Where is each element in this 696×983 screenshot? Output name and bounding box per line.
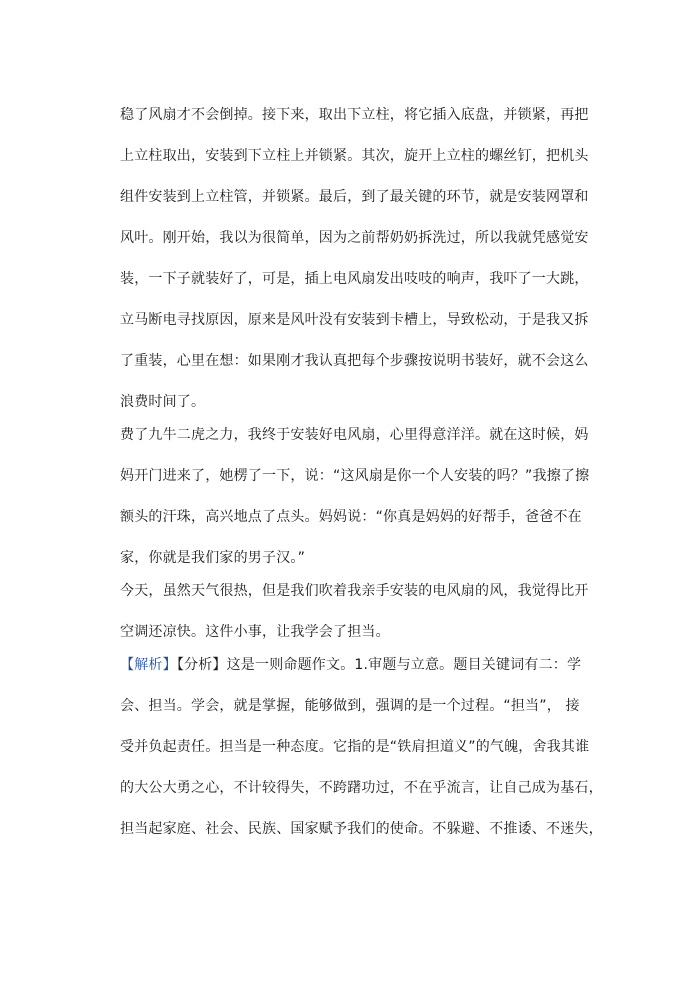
text-line: 稳了风扇才不会倒掉。接下来，取出下立柱，将它插入底盘，并锁紧，再把 <box>120 107 589 123</box>
text-line: 风叶。刚开始，我以为很简单，因为之前帮奶奶拆洗过，所以我就凭感觉安 <box>120 230 589 246</box>
text-line: 浪费时间了。 <box>120 394 206 410</box>
text-line: 立马断电寻找原因，原来是风叶没有安装到卡槽上，导致松动，于是我又拆 <box>120 312 589 328</box>
analysis-first-line <box>120 655 584 675</box>
text-line: 妈开门进来了，她楞了一下，说：“这风扇是你一个人安装的吗？”我擦了擦 <box>120 468 590 484</box>
text-line: 家，你就是我们家的男子汉。” <box>120 550 306 566</box>
text-line: 今天，虽然天气很热，但是我们吹着我亲手安装的电风扇的风，我觉得比开 <box>120 583 589 599</box>
text-line: 费了九牛二虎之力，我终于安装好电风扇，心里得意洋洋。就在这时候，妈 <box>120 427 589 443</box>
text-line: 装，一下子就装好了，可是，插上电风扇发出吱吱的响声，我吓了一大跳， <box>120 271 589 287</box>
text-line: 会、担当。学会，就是掌握，能够做到，强调的是一个过程。“担当”， 接 <box>120 698 580 714</box>
text-line: 额头的汗珠，高兴地点了点头。妈妈说：“你真是妈妈的好帮手，爸爸不在 <box>120 509 582 525</box>
text-line: 担当起家庭、社会、民族、国家赋予我们的使命。不躲避、不推诿、不迷失， <box>120 821 603 837</box>
text-line: 了重装，心里在想：如果刚才我认真把每个步骤按说明书装好，就不会这么 <box>120 353 589 369</box>
text-line: 的大公大勇之心，不计较得失，不跨躇功过，不在乎流言，让自己成为基石， <box>120 780 603 796</box>
text-line: 受并负起责任。担当是一种态度。它指的是“铁肩担道义”的气魄，舍我其谁 <box>120 739 590 755</box>
analysis-text: 【分析】这是一则命题作文。1.审题与立意。题目关键词有二：学 <box>176 657 582 673</box>
text-line: 空调还凉快。这件小事，让我学会了担当。 <box>120 624 390 640</box>
analysis-tag: 【解析】 <box>120 657 177 673</box>
text-line: 上立柱取出，安装到下立柱上并锁紧。其次，旋开上立柱的螺丝钉，把机头 <box>120 148 589 164</box>
text-line: 组件安装到上立柱管，并锁紧。最后，到了最关键的环节，就是安装网罩和 <box>120 189 589 205</box>
